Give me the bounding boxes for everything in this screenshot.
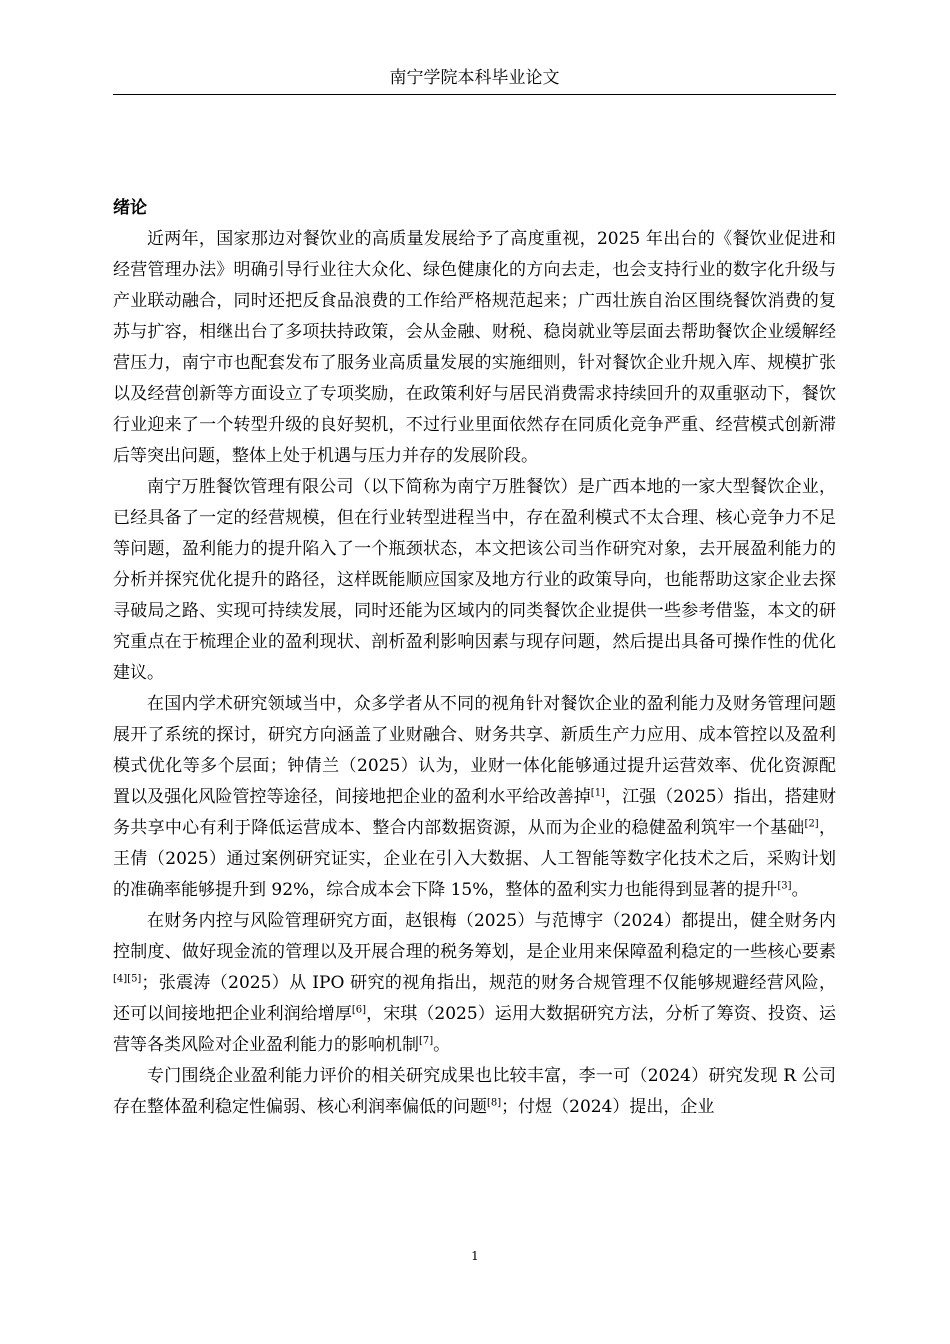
citation-superscript: [3] [777,880,792,892]
paragraph-text: 在国内学术研究领域当中，众多学者从不同的视角针对餐饮企业的盈利能力及财务管理问题展开了系统的探讨，研究方向涵盖了业财融合、财务共享、新质生产力应用、成本管控以及盈利模式优化等多个层面；钟倩兰（2025）认为，业财一体化能够通过提升运营效率、优化资源配置以及强化风险管控等途径，间接地把企业的盈利水平给改善掉 [113,694,836,807]
citation-superscript: [4][5] [113,973,142,985]
citation-superscript: [1] [590,787,605,799]
paragraph-text: ，宋琪（2025）运用大数据研究方法，分析了筹资、投资、运营等各类风险对企业盈利能力的影响机制 [113,1004,837,1055]
paragraph-text: 。 [433,1035,451,1055]
paragraph-text: 。 [791,880,809,900]
paragraph-text: 专门围绕企业盈利能力评价的相关研究成果也比较丰富，李一可（2024）研究发现 R 公司存在整体盈利稳定性偏弱、核心利润率偏低的问题 [113,1066,836,1117]
body-paragraph [113,1061,836,1123]
citation-superscript: [2] [804,818,819,830]
citation-superscript: [7] [419,1035,434,1047]
paragraph-text: 在财务内控与风险管理研究方面，赵银梅（2025）与范博宇（2024）都提出，健全财务内控制度、做好现金流的管理以及开展合理的税务筹划，是企业用来保障盈利稳定的一些核心要素 [113,911,836,962]
paragraph-container [113,224,836,1123]
page-body [113,193,836,1123]
paragraph-text: ，王倩（2025）通过案例研究证实，企业在引入大数据、人工智能等数字化技术之后，采购计划的准确率能够提升到 92%，综合成本会下降 15%，整体的盈利实力也能得到显著的提升 [113,818,837,900]
header-rule [113,94,836,95]
page-number: 1 [471,1249,479,1263]
running-header: 南宁学院本科毕业论文 [389,68,560,88]
citation-superscript: [6] [351,1004,367,1016]
body-paragraph [113,472,836,689]
body-paragraph [113,224,836,472]
section-title: 绪论 [113,198,147,218]
paragraph-text: ；张震涛（2025）从 IPO 研究的视角指出，规范的财务合规管理不仅能够规避经营风险，还可以间接地把企业利润给增厚 [113,973,836,1024]
paragraph-text: 南宁万胜餐饮管理有限公司（以下简称为南宁万胜餐饮）是广西本地的一家大型餐饮企业，已经具备了一定的经营规模，但在行业转型进程当中，存在盈利模式不太合理、核心竞争力不足等问题，盈利能力的提升陷入了一个瓶颈状态，本文把该公司当作研究对象，去开展盈利能力的分析并探究优化提升的路径，这样既能顺应国家及地方行业的政策导向，也能帮助这家企业去探寻破局之路、实现可持续发展，同时还能为区域内的同类餐饮企业提供一些参考借鉴，本文的研究重点在于梳理企业的盈利现状、剖析盈利影响因素与现存问题，然后提出具备可操作性的优化建议。 [113,477,836,683]
body-paragraph [113,689,836,906]
paragraph-text: ，江强（2025）指出，搭建财务共享中心有利于降低运营成本、整合内部数据资源，从而为企业的稳健盈利筑牢一个基础 [113,787,837,838]
paragraph-text: 近两年，国家那边对餐饮业的高质量发展给予了高度重视，2025 年出台的《餐饮业促进和经营管理办法》明确引导行业往大众化、绿色健康化的方向去走，也会支持行业的数字化升级与产业联动融合，同时还把反食品浪费的工作给严格规范起来；广西壮族自治区围绕餐饮消费的复苏与扩容，相继出台了多项扶持政策，会从金融、财税、稳岗就业等层面去帮助餐饮企业缓解经营压力，南宁市也配套发布了服务业高质量发展的实施细则，针对餐饮企业升规入库、规模扩张以及经营创新等方面设立了专项奖励，在政策利好与居民消费需求持续回升的双重驱动下，餐饮行业迎来了一个转型升级的良好契机，不过行业里面依然存在同质化竞争严重、经营模式创新滞后等突出问题，整体上处于机遇与压力并存的发展阶段。 [113,229,836,466]
paragraph-text: ；付煜（2024）提出，企业 [501,1097,715,1117]
citation-superscript: [8] [487,1097,502,1109]
body-paragraph [113,906,836,1061]
